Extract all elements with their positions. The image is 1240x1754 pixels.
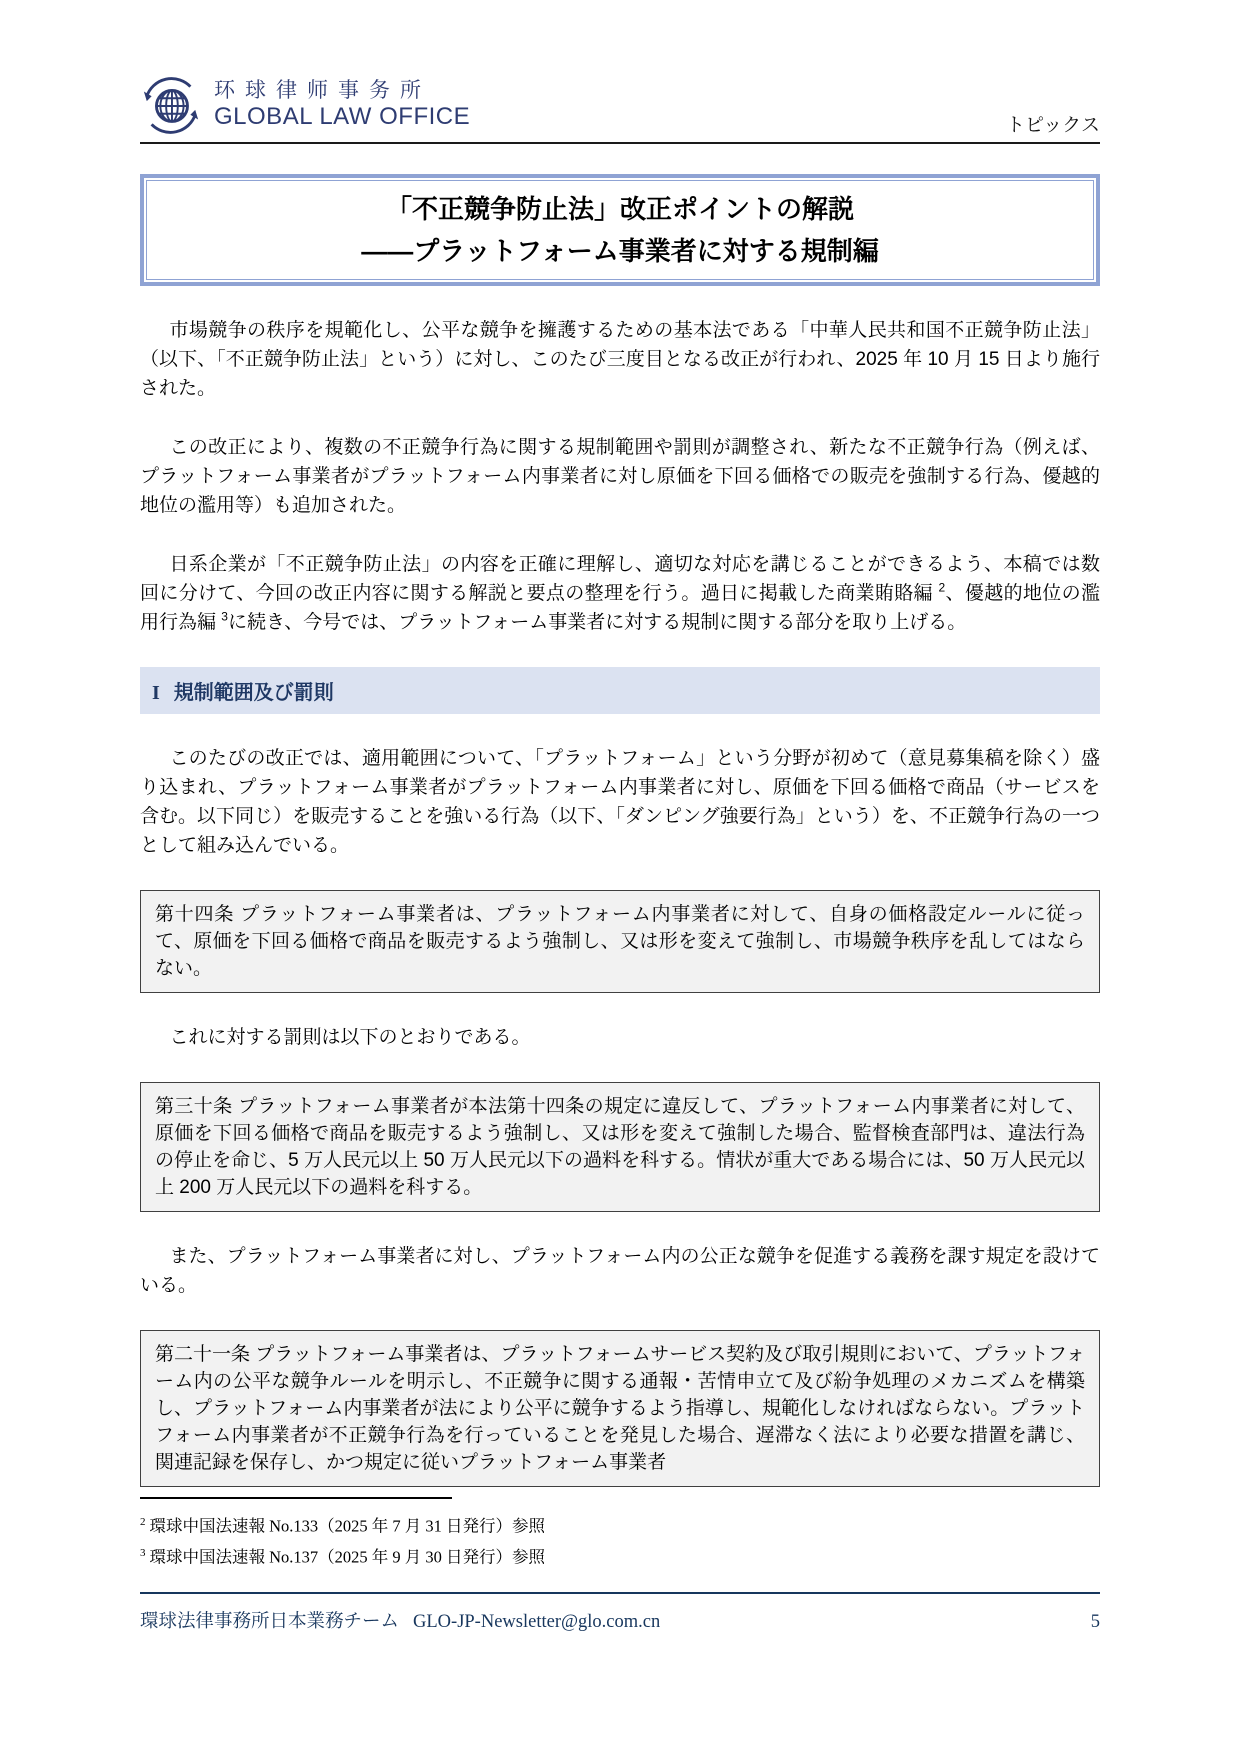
footnote-2-text: 環球中国法速報 No.133（2025 年 7 月 31 日発行）参照	[149, 1516, 546, 1536]
footnote-3-marker: 3	[140, 1546, 146, 1559]
page-number: 5	[1090, 1612, 1100, 1632]
paragraph-intro-1: 市場競争の秩序を規範化し、公平な競争を擁護するための基本法である「中華人民共和国不正競争防止法」（以下、「不正競争防止法」という）に対し、このたび三度目となる改正が行われ、2025 年 10 月 15 日より施行された。	[140, 320, 1100, 399]
paragraph-intro-3-text-a: 日系企業が「不正競争防止法」の内容を正確に理解し、適切な対応を講じることができるよう、本稿では数回に分けて、今回の改正内容に関する解説と要点の整理を行う。過日に掲載した商業賄賂編	[140, 554, 1100, 604]
quote-box-article-30: 第三十条 プラットフォーム事業者が本法第十四条の規定に違反して、プラットフォーム内事業者に対して、原価を下回る価格で商品を販売するよう強制し、又は形を変えて強制した場合、監督検査部門は、違法行為の停止を命じ、5 万人民元以上 50 万人民元以下の過料を科する。情状が重大である場合には、50 万人民元以上 200 万人民元以下の過料を科する。	[140, 1082, 1100, 1212]
paragraph-intro-2: この改正により、複数の不正競争行為に関する規制範囲や罰則が調整され、新たな不正競争行為（例えば、プラットフォーム事業者がプラットフォーム内事業者に対し原価を下回る価格での販売を強制する行為、優越的地位の濫用等）も追加された。	[140, 437, 1100, 516]
page-footer	[140, 1592, 1100, 1633]
quote-box-article-14: 第十四条 プラットフォーム事業者は、プラットフォーム内事業者に対して、自身の価格設定ルールに従って、原価を下回る価格で商品を販売するよう強制し、又は形を変えて強制し、市場競争秩序を乱してはならない。	[140, 890, 1100, 993]
footer-team-name: 環球法律事務所日本業務チーム	[140, 1612, 400, 1632]
footer-contact	[140, 1607, 674, 1633]
section-numeral: I	[152, 682, 160, 704]
firm-logo-text	[214, 79, 470, 131]
paragraph-section1-2: これに対する罰則は以下のとおりである。	[169, 1027, 531, 1048]
footnote-ref-2: 2	[938, 580, 946, 595]
footnote-2-marker: 2	[140, 1516, 146, 1528]
page-header	[140, 0, 1100, 144]
title-box	[140, 174, 1100, 286]
paragraph-section1-3: また、プラットフォーム事業者に対し、プラットフォーム内の公正な競争を促進する義務を課す規定を設けている。	[140, 1246, 1100, 1296]
paragraph-intro-3-text-c: に続き、今号では、プラットフォーム事業者に対する規制に関する部分を取り上げる。	[227, 612, 967, 633]
title-box-inner	[146, 180, 1094, 280]
firm-name-chinese: 环球律师事务所	[214, 79, 431, 103]
footnote-3	[140, 1540, 1100, 1571]
paragraph-intro-3	[140, 550, 1100, 637]
footnote-ref-3: 3	[221, 609, 228, 624]
section-heading-text: 規制範囲及び罰則	[173, 682, 334, 704]
footnote-2	[140, 1509, 1100, 1540]
article-title-line-1: 「不正競争防止法」改正ポイントの解説	[385, 194, 854, 224]
footnote-3-text: 環球中国法速報 No.137（2025 年 9 月 30 日発行）参照	[149, 1547, 546, 1566]
quote-box-article-21: 第二十一条 プラットフォーム事業者は、プラットフォームサービス契約及び取引規則において、プラットフォーム内の公平な競争ルールを明示し、不正競争に関する通報・苦情申立て及び紛争処理のメカニズムを構築し、プラットフォーム内事業者が法により公平に競争するよう指導し、規範化しなければならない。プラットフォーム内事業者が不正競争行為を行っていることを発見した場合、遅滞なく法により必要な措置を講じ、関連記録を保存し、かつ規定に従いプラットフォーム事業者	[140, 1330, 1100, 1487]
footer-email: GLO-JP-Newsletter@glo.com.cn	[413, 1612, 661, 1632]
section-heading-1	[140, 667, 1100, 714]
paragraph-intro-3-text-b: 、優越的地位の濫用行為編	[140, 583, 1100, 633]
page-content	[140, 0, 1100, 1511]
firm-name-english: GLOBAL LAW OFFICE	[214, 103, 471, 131]
article-title-line-2: ——プラットフォーム事業者に対する規制編	[361, 236, 879, 266]
topics-label: トピックス	[1005, 115, 1100, 136]
footnotes-block	[140, 1497, 1100, 1570]
footnote-separator	[140, 1497, 452, 1499]
firm-logo	[140, 74, 470, 136]
globe-icon	[140, 74, 202, 136]
paragraph-section1-1: このたびの改正では、適用範囲について、「プラットフォーム」という分野が初めて（意見募集稿を除く）盛り込まれ、プラットフォーム事業者がプラットフォーム内事業者に対し、原価を下回る価格で商品（サービスを含む。以下同じ）を販売することを強いる行為（以下、「ダンピング強要行為」という）を、不正競争行為の一つとして組み込んでいる。	[140, 748, 1100, 856]
